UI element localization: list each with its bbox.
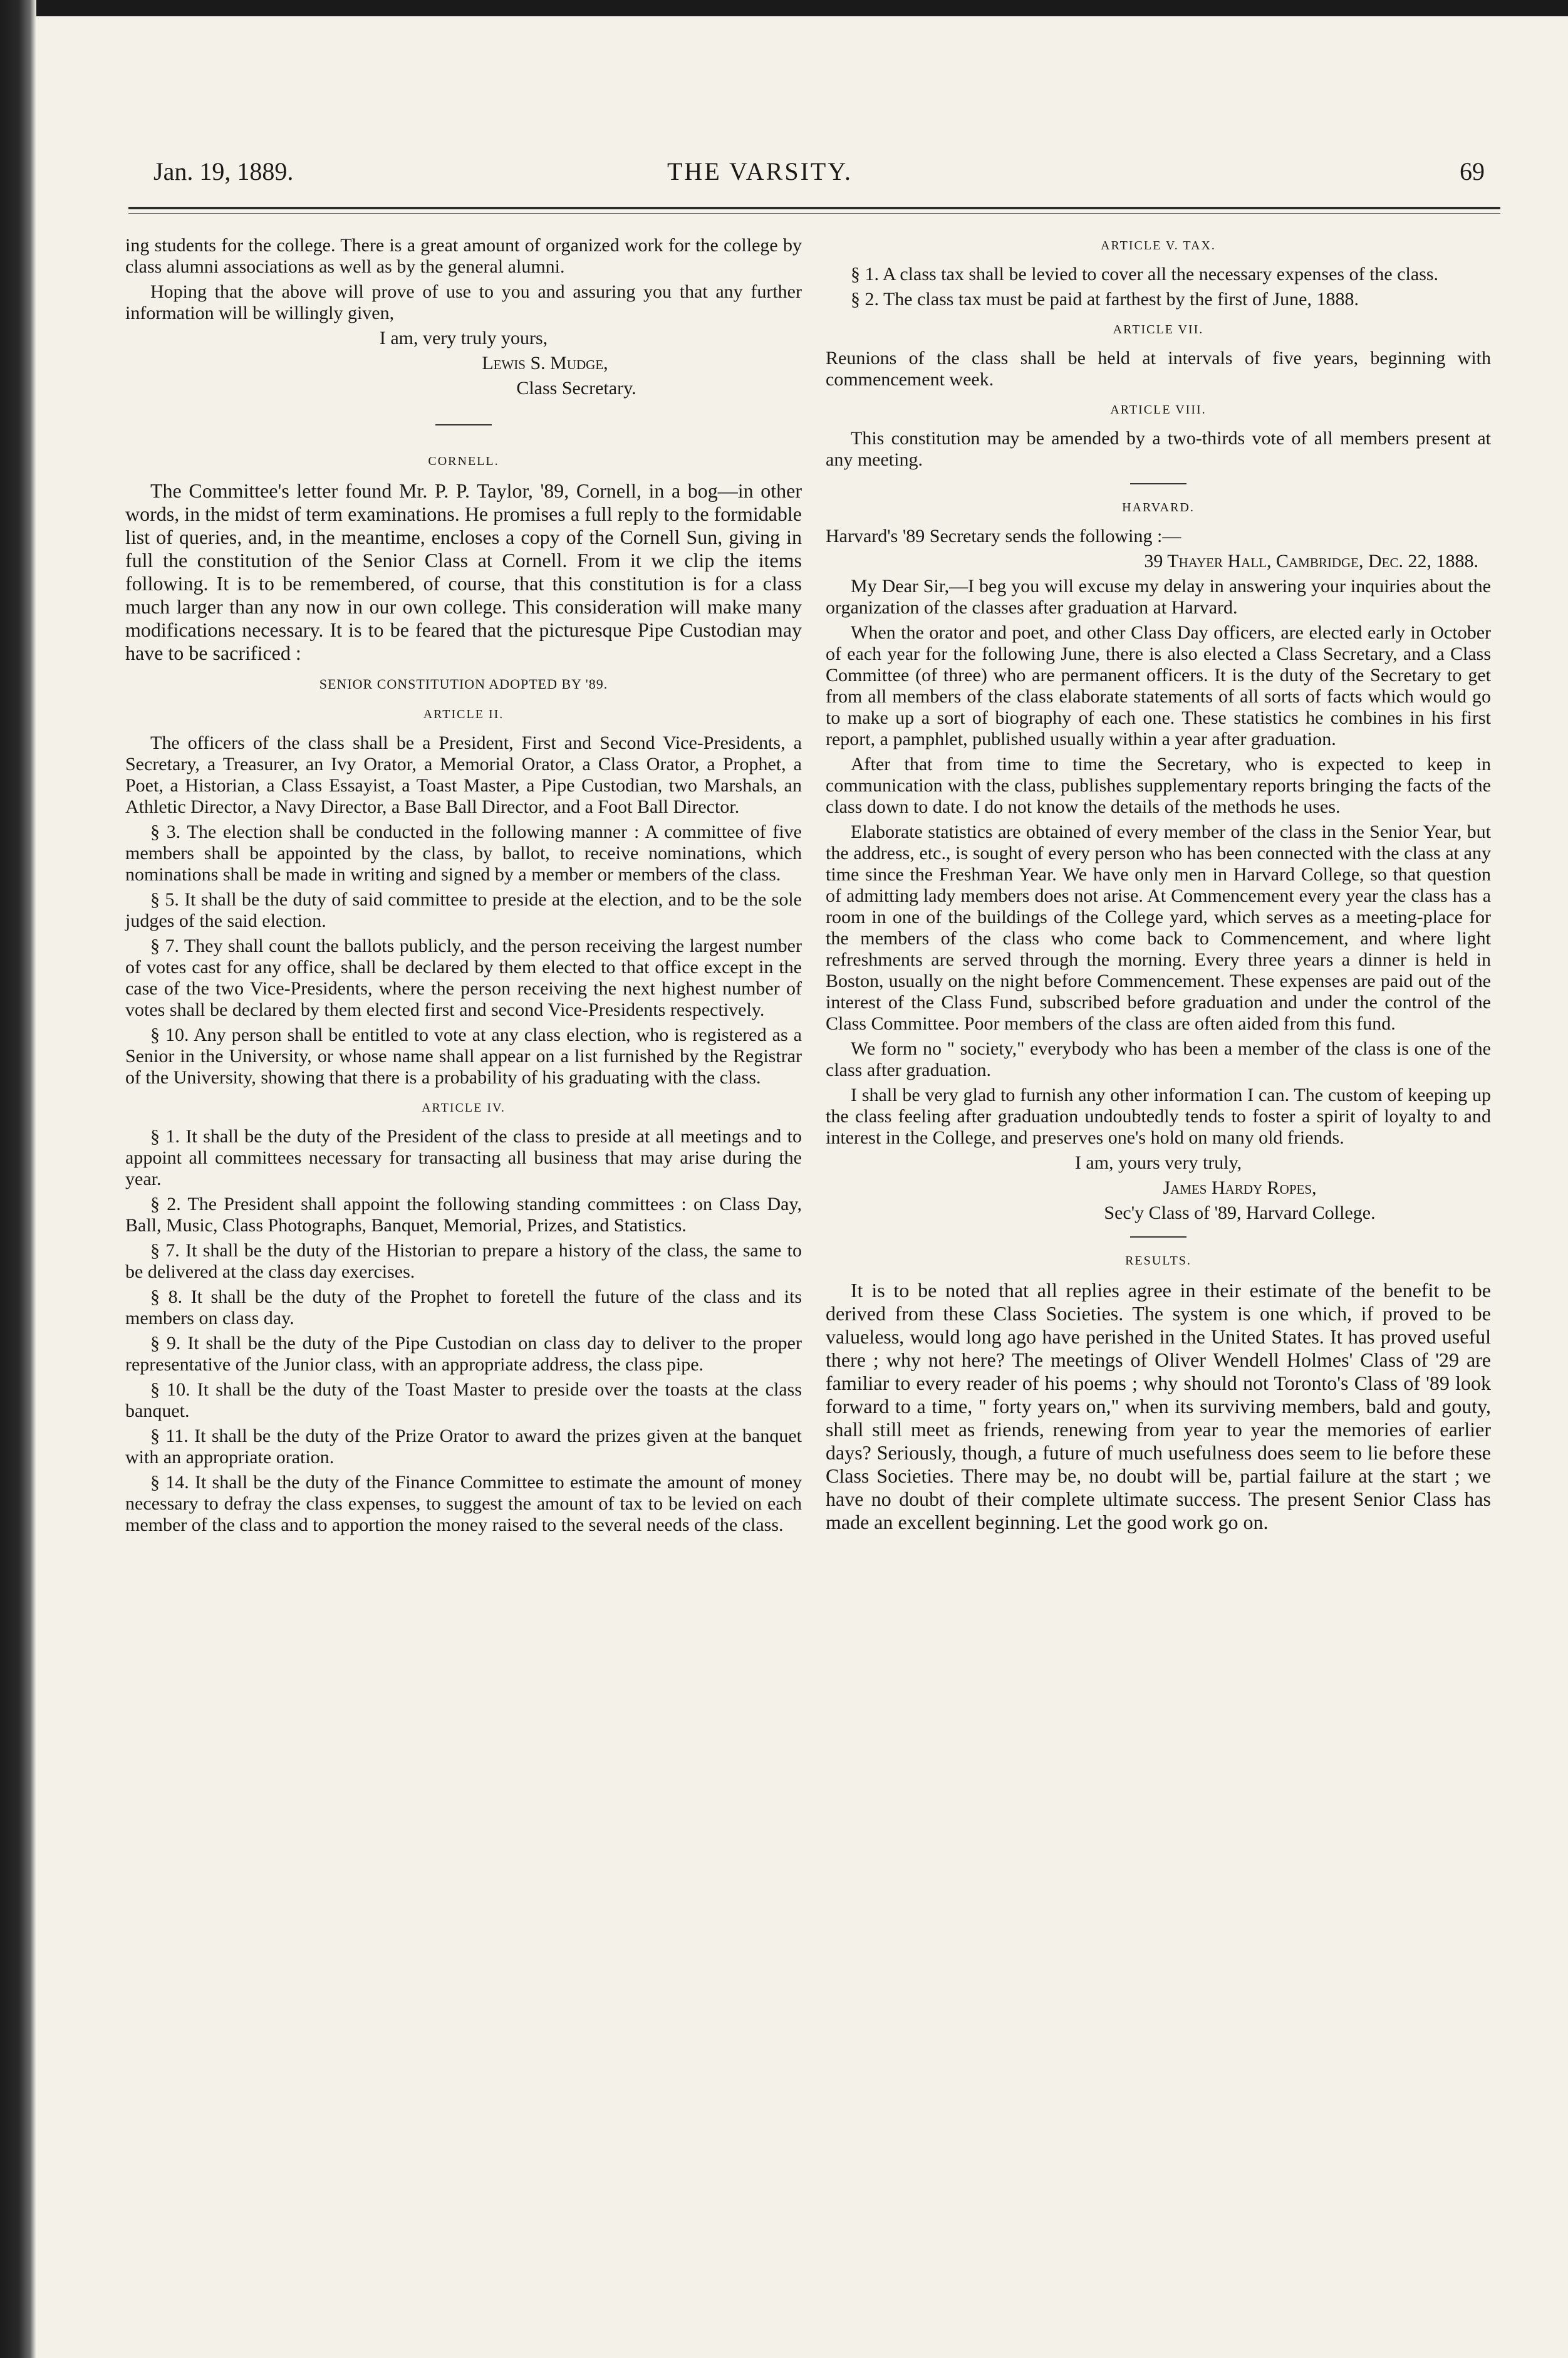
left-column	[125, 235, 802, 1540]
paragraph: § 7. They shall count the ballots publicly, and the person receiving the largest number of votes cast for any office, shall be declared by them elected to that office except in the case of the two Vice-Presidents, where the person receiving the next highest number of votes shall be declared by them elected first and second Vice-Presidents respectively.	[125, 936, 802, 1020]
paragraph: After that from time to time the Secretary, who is expected to keep in communication with the class, publishes supplementary reports bringing the facts of the class down to date. I do not know the details of the methods he uses.	[826, 754, 1491, 817]
letter-closing: I am, very truly yours,	[379, 328, 548, 348]
article-heading: ARTICLE II.	[423, 707, 504, 721]
letter-address: 39 Thayer Hall, Cambridge, Dec. 22, 1888.	[1144, 551, 1478, 571]
paragraph: § 2. The President shall appoint the following standing committees : on Class Day, Ball, Music, Class Photographs, Banquet, Memorial, Prizes, and Statistics.	[125, 1194, 802, 1236]
signature-title: Sec'y Class of '89, Harvard College.	[1104, 1202, 1376, 1223]
paragraph: Reunions of the class shall be held at intervals of five years, beginning with commencement week.	[826, 348, 1491, 390]
paragraph: § 10. It shall be the duty of the Toast Master to preside over the toasts at the class banquet.	[125, 1379, 802, 1421]
paragraph: We form no " society," everybody who has been a member of the class is one of the class after graduation.	[826, 1038, 1491, 1080]
constitution-heading: SENIOR CONSTITUTION ADOPTED BY '89.	[319, 676, 608, 692]
page-left-edge	[0, 0, 36, 2358]
paragraph: § 7. It shall be the duty of the Historian to prepare a history of the class, the same to be delivered at the class day exercises.	[125, 1240, 802, 1282]
article-heading: ARTICLE V. TAX.	[1101, 239, 1216, 253]
paragraph: The Committee's letter found Mr. P. P. Taylor, '89, Cornell, in a bog—in other words, in the midst of term examinations. He promises a full reply to the formidable list of queries, and, in the meantime, encloses a copy of the Cornell Sun, giving in full the constitution of the Senior Class at Cornell. From it we clip the items following. It is to be remembered, of course, that this constitution is for a class much larger than any now in our own college. This consideration will make many modifications necessary. It is to be feared that the picturesque Pipe Custodian may have to be sacrificed :	[125, 479, 802, 664]
paragraph: It is to be noted that all replies agree in their estimate of the benefit to be derived from these Class Societies. The system is one which, if proved to be valueless, would long ago have perished in the United States. It has proved useful there ; why not here? The meetings of Oliver Wendell Holmes' Class of '29 are familiar to every reader of his poems ; why should not Toronto's Class of '89 look forward to a time, " forty years on," when its surviving members, bald and gouty, shall still meet as friends, renewing from year to year the memories of earlier days? Seriously, though, a future of much usefulness does seem to lie before these Class Societies. There may be, no doubt will be, partial failure at the start ; we have no doubt of their complete ultimate success. The present Senior Class has made an excellent beginning. Let the good work go on.	[826, 1279, 1491, 1533]
paragraph: My Dear Sir,—I beg you will excuse my delay in answering your inquiries about the organization of the classes after graduation at Harvard.	[826, 576, 1491, 618]
paragraph: This constitution may be amended by a two-thirds vote of all members present at any meeting.	[826, 428, 1491, 470]
header-title: THE VARSITY.	[667, 157, 853, 185]
paragraph: Harvard's '89 Secretary sends the following :—	[826, 526, 1181, 546]
paragraph: Hoping that the above will prove of use to you and assuring you that any further information will be willingly given,	[125, 281, 802, 323]
header-page-number: 69	[1460, 157, 1485, 185]
signature-name: James Hardy Ropes,	[1163, 1177, 1317, 1198]
page-top-edge	[0, 0, 1568, 16]
section-rule	[1130, 1236, 1186, 1238]
section-heading-harvard: HARVARD.	[1122, 501, 1195, 514]
section-rule	[435, 424, 492, 425]
paragraph: When the orator and poet, and other Class Day officers, are elected early in October of each year for the following June, there is also elected a Class Secretary, and a Class Committee (of three) who are permanent officers. It is the duty of the Secretary to get from all members of the class elaborate statements of all sorts of facts which would go to make up a sort of biography of each one. These statistics he combines in his first report, a pamphlet, published usually within a year after graduation.	[826, 622, 1491, 749]
section-heading-cornell: CORNELL.	[428, 454, 499, 468]
paragraph: § 11. It shall be the duty of the Prize Orator to award the prizes given at the banquet with an appropriate oration.	[125, 1426, 802, 1468]
header-rule	[128, 207, 1500, 209]
signature-title: Class Secretary.	[516, 378, 636, 399]
article-heading: ARTICLE VII.	[1113, 323, 1204, 336]
section-rule	[1130, 483, 1186, 484]
paragraph: The officers of the class shall be a President, First and Second Vice-Presidents, a Secretary, a Treasurer, an Ivy Orator, a Memorial Orator, a Class Orator, a Prophet, a Poet, a Historian, a Class Essayist, a Toast Master, a Pipe Custodian, two Marshals, an Athletic Director, a Navy Director, a Base Ball Director, and a Foot Ball Director.	[125, 733, 802, 817]
paragraph: § 9. It shall be the duty of the Pipe Custodian on class day to deliver to the proper representative of the Junior class, with an appropriate address, the class pipe.	[125, 1333, 802, 1375]
letter-closing: I am, yours very truly,	[1074, 1152, 1242, 1173]
paragraph: § 10. Any person shall be entitled to vote at any class election, who is registered as a Senior in the University, or whose name shall appear on a list furnished by the Registrar of the University, showing that there is a probability of his graduating with the class.	[125, 1025, 802, 1088]
paragraph: ing students for the college. There is a great amount of organized work for the college by class alumni associations as well as by the general alumni.	[125, 235, 802, 277]
paragraph: § 14. It shall be the duty of the Finance Committee to estimate the amount of money necessary to defray the class expenses, to suggest the amount of tax to be levied on each member of the class and to apportion the money raised to the several needs of the class.	[125, 1472, 802, 1535]
signature-name: Lewis S. Mudge,	[482, 353, 608, 373]
paragraph: Elaborate statistics are obtained of every member of the class in the Senior Year, but the address, etc., is sought of every person who has been connected with the class at any time since the Freshman Year. We have only men in Harvard College, so that question of admitting lady members does not arise. At Commencement every year the class has a room in one of the buildings of the College yard, which serves as a meeting-place for the members of the class who come back to Commencement, and where light refreshments are served through the morning. Every three years a dinner is held in Boston, usually on the night before Commencement. These expenses are paid out of the interest of the Class Fund, subscribed before graduation and under the control of the Class Committee. Poor members of the class are often aided from this fund.	[826, 822, 1491, 1034]
paragraph: § 2. The class tax must be paid at farthest by the first of June, 1888.	[851, 289, 1359, 310]
header-date: Jan. 19, 1889.	[153, 157, 294, 185]
right-column	[826, 235, 1491, 1538]
paragraph: § 5. It shall be the duty of said committee to preside at the election, and to be the sole judges of the said election.	[125, 889, 802, 931]
article-heading: ARTICLE VIII.	[1110, 403, 1207, 417]
paragraph: § 8. It shall be the duty of the Prophet to foretell the future of the class and its members on class day.	[125, 1286, 802, 1328]
paragraph: § 1. It shall be the duty of the President of the class to preside at all meetings and to appoint all committees necessary for transacting all business that may arise during the year.	[125, 1126, 802, 1189]
paragraph: § 1. A class tax shall be levied to cover all the necessary expenses of the class.	[851, 264, 1439, 284]
section-heading-results: RESULTS.	[1125, 1254, 1192, 1268]
paragraph: I shall be very glad to furnish any other information I can. The custom of keeping up the class feeling after graduation undoubtedly tends to foster a spirit of loyalty to and interest in the College, and preserves one's hold on many old friends.	[826, 1085, 1491, 1148]
article-heading: ARTICLE IV.	[422, 1101, 506, 1115]
paragraph: § 3. The election shall be conducted in the following manner : A committee of five members shall be appointed by the class, by ballot, to receive nominations, which nominations shall be made in writing and signed by a member or members of the class.	[125, 822, 802, 885]
page-header	[153, 157, 1485, 201]
header-rule-thin	[128, 213, 1500, 214]
